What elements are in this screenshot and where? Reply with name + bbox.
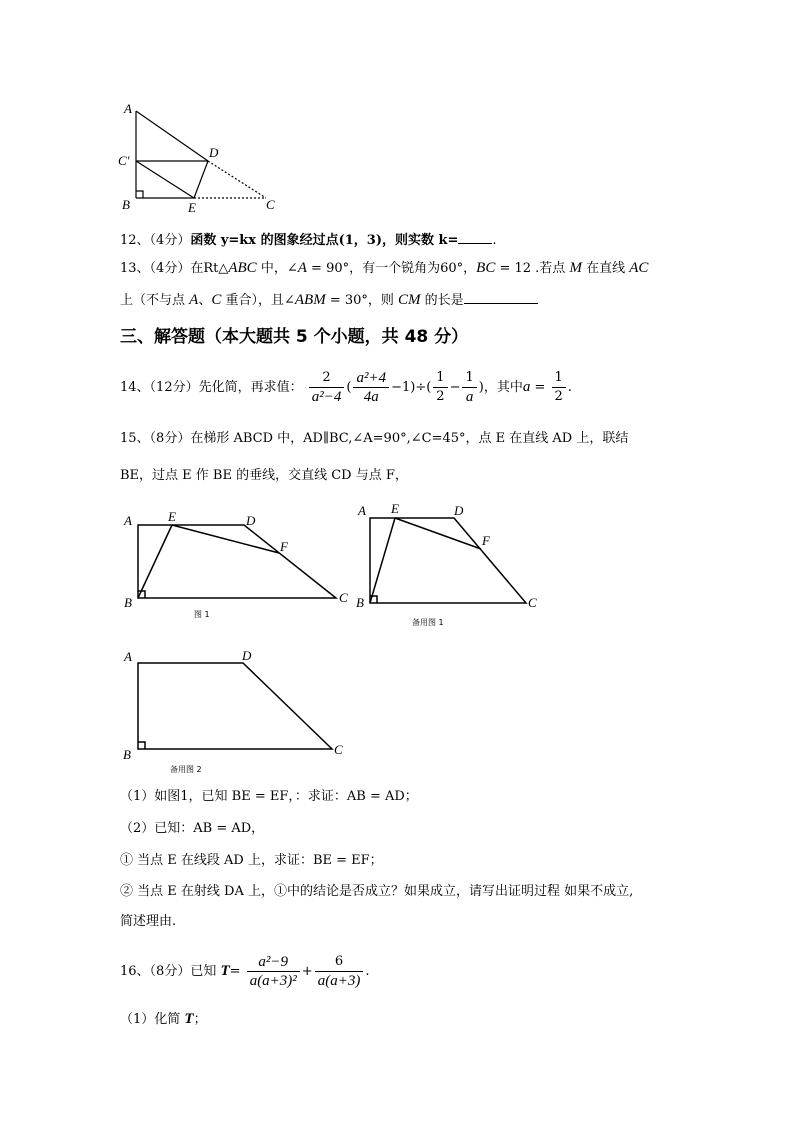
q16-sub1: （1）化简 T； [120,1011,207,1027]
q13-sep: 、 [198,293,212,308]
label-F: F [280,539,288,554]
q13-mid1: 中，∠ [256,261,298,276]
q15-line2: BE，过点 E 作 BE 的垂线，交直线 CD 与点 F， [120,468,408,483]
q13-eq12: = 12 .若点 [495,261,570,276]
section-heading: 三、解答题（本大题共 5 个小题，共 48 分） [120,327,469,347]
q13-abm: ABM [294,292,326,308]
label-F: F [482,533,490,548]
q13-ac: AC [629,260,649,276]
top-triangle-figure [110,95,290,215]
right-angle-mark [138,742,145,749]
segment-CE [136,161,194,198]
label-C: C [528,595,537,610]
q14-minus1: −1)÷( [391,380,432,395]
figure-caption: 图 1 [194,610,210,619]
q12-number: 12、 [120,233,150,248]
q13-pre: 在 [190,261,204,276]
segment-EF [172,525,279,553]
label-C: C [339,590,348,605]
q14-fraction-3: $\frac{1}{2}$ [433,369,447,406]
q13-eq90: = 90°，有一个锐角为60°， [306,261,477,276]
answer-blank[interactable] [458,229,492,244]
q14-points: （12分） [149,380,199,395]
q13-angle-a: A [297,260,307,276]
q14-number: 14、 [120,380,150,395]
q13-in-ac: 在直线 [581,261,630,276]
q16-number: 16、 [120,964,150,979]
label-A: A [124,101,132,116]
label-C: C [266,197,275,212]
q13-a2: A [189,292,199,308]
q16-points: （8分） [149,964,191,979]
label-D: D [246,513,256,528]
segment-DE [194,161,208,198]
label-D: D [454,503,464,518]
label-B: B [122,197,130,212]
label-B: B [123,747,131,762]
q15-sub2: （2）已知：AB = AD， [120,821,265,836]
label-C: C [334,742,343,757]
q15-sub2b-cont: 简述理由. [120,914,177,929]
label-D: D [209,145,219,160]
segment-BE [138,525,172,598]
q13-line2-d: 的长是 [420,293,464,308]
segment-BE [370,518,395,603]
backup-figure-1 [350,497,550,629]
label-E: E [188,200,196,215]
label-E: E [168,509,176,524]
q15-number: 15、 [120,431,150,446]
label-B: B [356,595,364,610]
q14-fraction-2: $\frac{\text{a²+4}}{4a}$ [353,369,389,406]
figure-caption: 备用图 2 [170,765,202,774]
q15-line1: 在梯形 ABCD 中，AD∥BC,∠A=90°,∠C=45°，点 E 在直线 AD 上，联结 [190,431,629,446]
dotted-DC [208,161,266,198]
figure-caption: 备用图 1 [412,618,444,627]
question-15-line1 [120,430,628,448]
q13-line2-c: = 30°，则 [325,293,399,308]
question-16: 16、（8分）已知 T= $\frac{\text{a²−9}}{\text{a(a+3)²}}$ + $\frac{6}{a(a+3)}$ . [120,954,370,989]
q14-text: 先化简，再求值： [198,380,303,395]
label-A: A [124,513,132,528]
label-E: E [391,501,399,516]
q15-sub2a: ① 当点 E 在线段 AD 上，求证：BE = EF； [120,853,383,868]
q14-fraction-4: $\frac{1}{a}$ [462,369,476,406]
q13-number: 13、 [120,261,150,276]
label-C-prime: C′ [118,153,130,168]
q14-var: a [522,379,531,395]
q15-sub1: （1）如图1，已知 BE = EF，：求证：AB = AD； [120,789,418,804]
q14-close: )，其中 [478,380,523,395]
q14-fraction-1: $\frac{2}{\text{a²−4}}$ [309,369,345,406]
right-angle-mark [136,191,143,198]
q13-m: M [569,260,582,276]
q13-rt: Rt△ [203,261,229,276]
q12-end: . [492,233,497,248]
q12-text: 函数 y=kx 的图象经过点(1，3)，则实数 k= [190,233,459,248]
trapezoid-ABCD [138,663,332,749]
figure-1 [118,505,358,623]
backup-figure-2 [118,643,358,778]
q14-fraction-5: $\frac{1}{2}$ [552,369,566,406]
q13-line2-a: 上（不与点 [120,293,190,308]
segment-AC [136,111,208,161]
q13-line2-b: 重合），且∠ [221,293,295,308]
q13-points: （4分） [149,261,191,276]
question-13-line2 [120,289,538,310]
question-15-line2 [120,467,408,485]
question-12 [120,229,497,250]
q16-fraction-2: $\frac{6}{a(a+3)}$ [315,953,364,990]
trapezoid-ABCD [370,518,526,603]
q13-bc: BC [476,260,496,276]
label-A: A [358,503,366,518]
q13-c2: C [211,292,222,308]
label-D: D [242,648,252,663]
q16-sub1-T: T [184,1011,194,1027]
q16-fraction-1: $\frac{\text{a²−9}}{\text{a(a+3)²}}$ [247,953,300,990]
label-B: B [124,595,132,610]
q12-points: （4分） [149,233,191,248]
label-A: A [124,649,132,664]
q13-abc: ABC [228,260,257,276]
q16-T: T [220,963,230,979]
q15-sub2b: ② 当点 E 在射线 DA 上，①中的结论是否成立？如果成立，请写出证明过程 如果不成立, [120,884,634,899]
answer-blank[interactable] [464,289,538,304]
question-14: 14、（12分）先化简，再求值： $\frac{2}{\text{a²−4}}$ ( $\frac{\text{a²+4}}{4a}$ −1)÷( $\frac{1}{2}$ − $\frac{1}{a}$ )，其中a = $\frac{1}{2}$ . [120,370,572,405]
q13-cm: CM [398,292,421,308]
q16-text: 已知 [190,964,221,979]
q15-points: （8分） [149,431,191,446]
question-13-line1 [120,259,648,278]
